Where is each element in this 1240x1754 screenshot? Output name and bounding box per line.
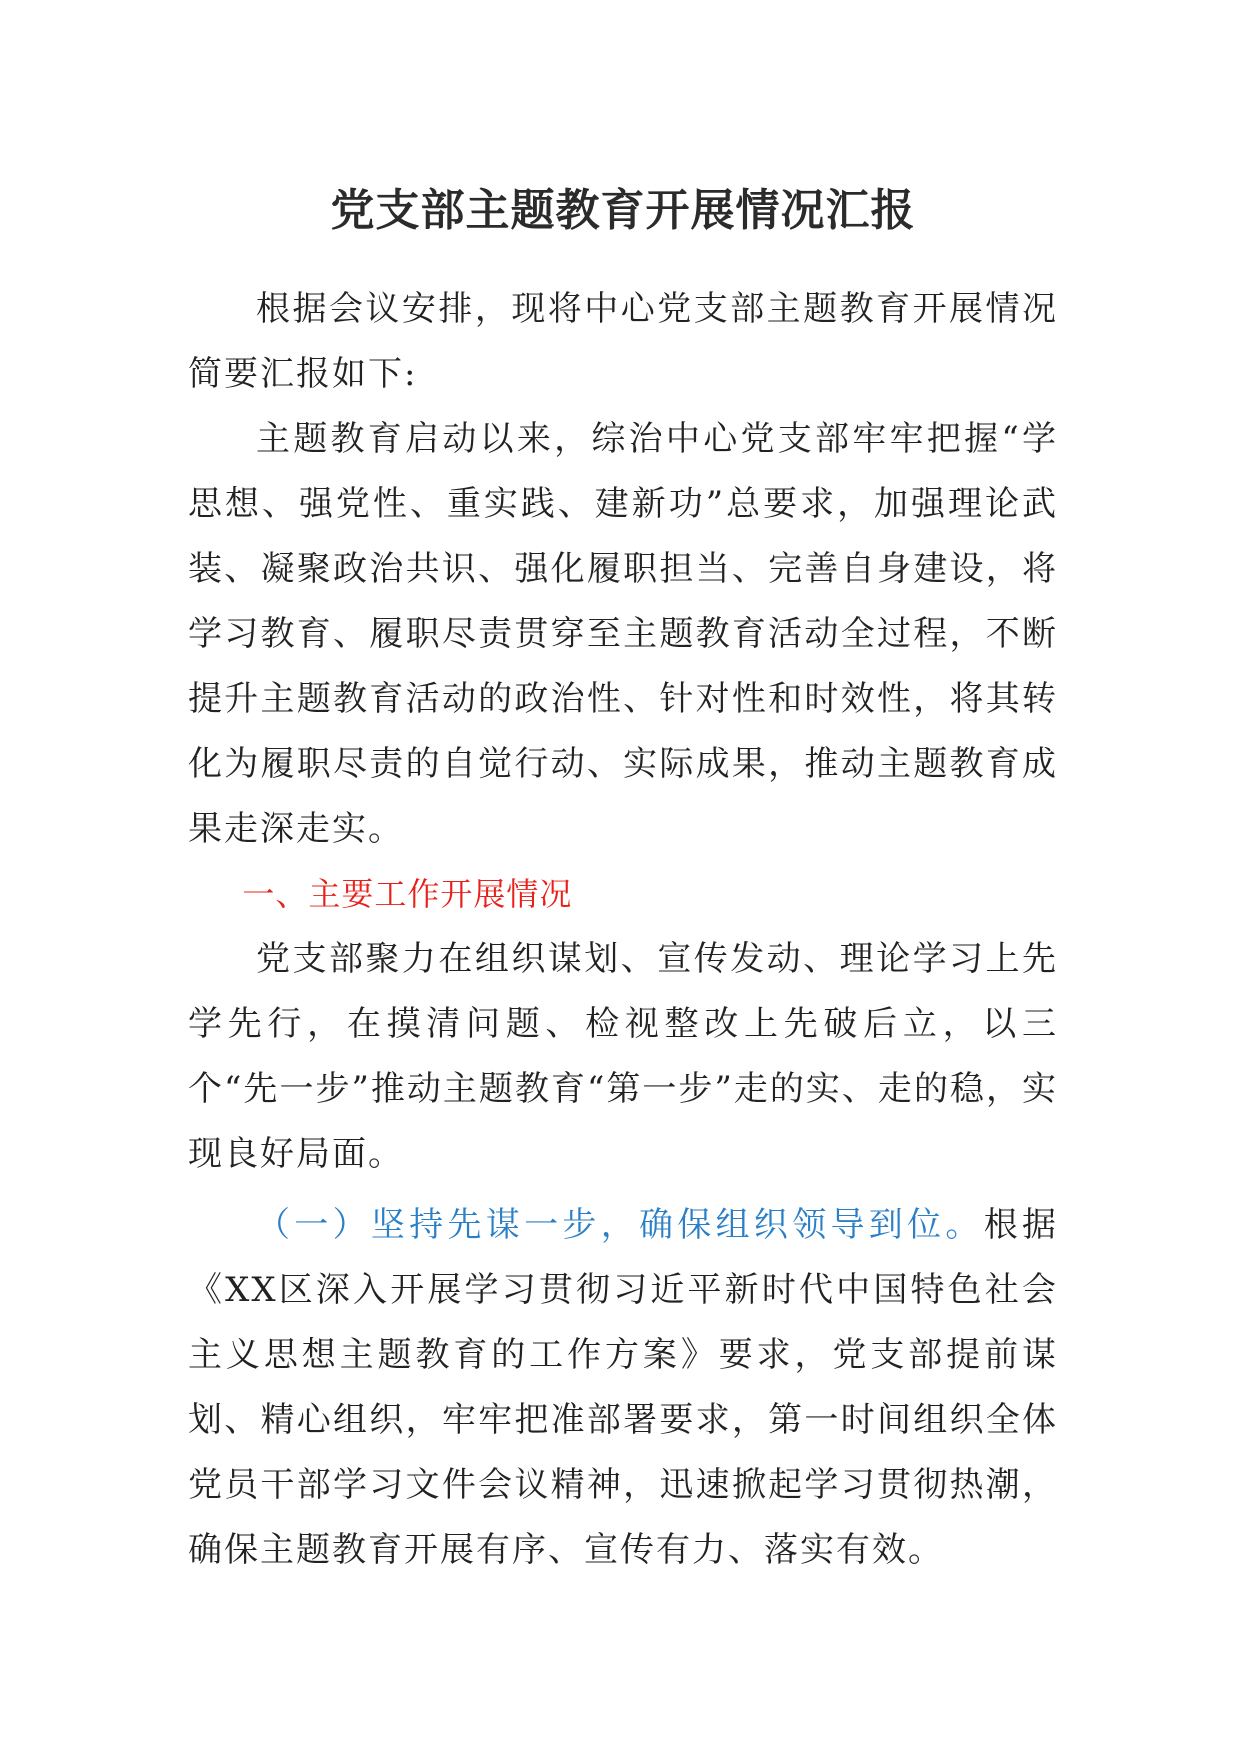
body-paragraph-1: 主题教育启动以来，综治中心党支部牢牢把握“学思想、强党性、重实践、建新功”总要求，加强理论武装、凝聚政治共识、强化履职担当、完善自身建设，将学习教育、履职尽责贯穿至主题教育活动全过程，不断提升主题教育活动的政治性、针对性和时效性，将其转化为履职尽责的自觉行动、实际成果，推动主题教育成果走深走实。 — [188, 419, 1058, 849]
document-title: 党支部主题教育开展情况汇报 — [330, 185, 916, 236]
subsection-paragraph-1 — [188, 1193, 1058, 1583]
section-paragraph-main-work: 党支部聚力在组织谋划、宣传发动、理论学习上先学先行，在摸清问题、检视整改上先破后立，以三个“先一步”推动主题教育“第一步”走的实、走的稳，实现良好局面。 — [188, 939, 1058, 1174]
subsection-heading-1: （一）坚持先谋一步，确保组织领导到位。 — [256, 1205, 984, 1245]
section-heading-main-work: 一、主要工作开展情况 — [242, 875, 573, 913]
document-content — [188, 185, 1058, 1583]
subsection-body-1: 根据《XX区深入开展学习贯彻习近平新时代中国特色社会主义思想主题教育的工作方案》要求，党支部提前谋划、精心组织，牢牢把准部署要求，第一时间组织全体党员干部学习文件会议精神，迅速掀起学习贯彻热潮，确保主题教育开展有序、宣传有力、落实有效。 — [188, 1205, 1059, 1570]
intro-paragraph: 根据会议安排，现将中心党支部主题教育开展情况简要汇报如下: — [188, 289, 1058, 394]
